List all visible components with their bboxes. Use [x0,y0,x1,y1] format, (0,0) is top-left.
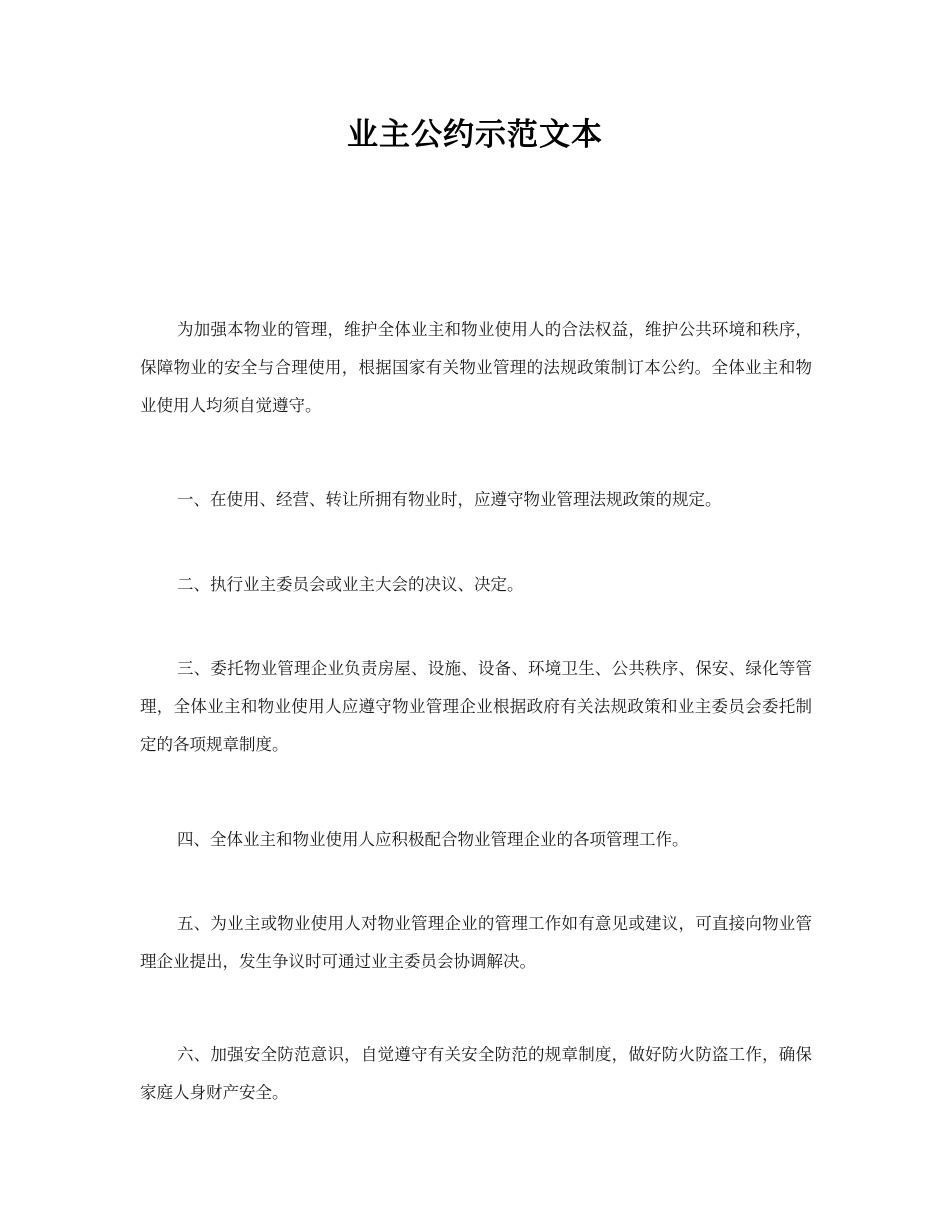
document-title: 业主公约示范文本 [347,117,603,153]
clause-2-paragraph: 二、执行业主委员会或业主大会的决议、决定。 [177,575,524,594]
clause-6-paragraph: 六、加强安全防范意识，自觉遵守有关安全防范的规章制度，做好防火防盗工作，确保家庭人身财产安全。 [140,1045,812,1102]
clause-1-paragraph: 一、在使用、经营、转让所拥有物业时，应遵守物业管理法规政策的规定。 [177,490,722,509]
clause-4-paragraph: 四、全体业主和物业使用人应积极配合物业管理企业的各项管理工作。 [177,830,689,849]
clause-3-paragraph: 三、委托物业管理企业负责房屋、设施、设备、环境卫生、公共秩序、保安、绿化等管理，全体业主和物业使用人应遵守物业管理企业根据政府有关法规政策和业主委员会委托制定的各项规章制度。 [140,659,812,754]
clause-5-paragraph: 五、为业主或物业使用人对物业管理企业的管理工作如有意见或建议，可直接向物业管理企业提出，发生争议时可通过业主委员会协调解决。 [140,914,812,971]
preamble-paragraph: 为加强本物业的管理，维护全体业主和物业使用人的合法权益，维护公共环境和秩序，保障物业的安全与合理使用，根据国家有关物业管理的法规政策制订本公约。全体业主和物业使用人均须自觉遵守。 [140,320,812,415]
